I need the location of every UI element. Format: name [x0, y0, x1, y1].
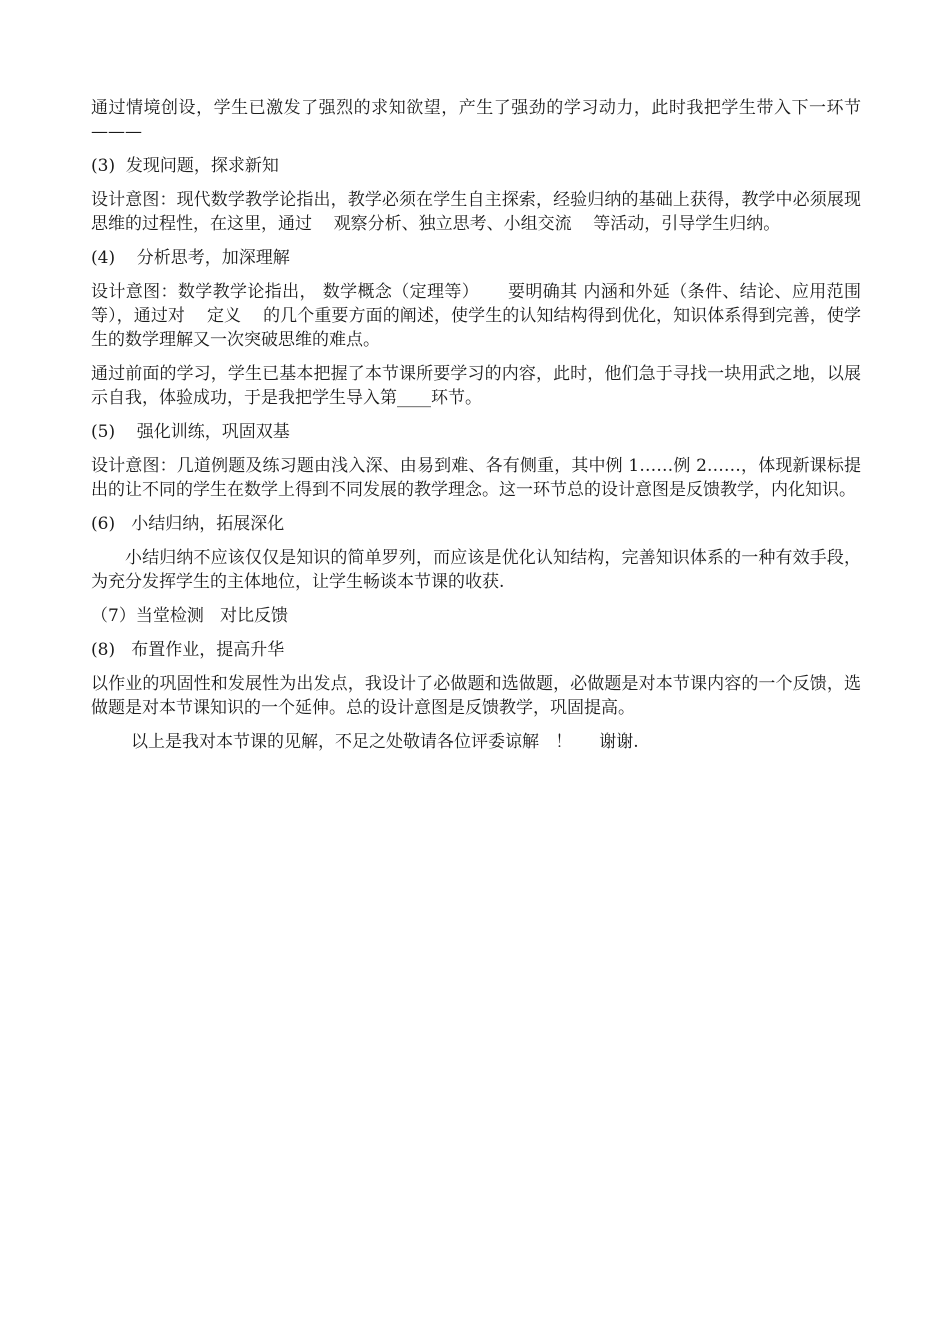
- heading-step-5: (5) 强化训练，巩固双基: [91, 422, 290, 442]
- heading-step-6: (6) 小结归纳，拓展深化: [91, 514, 285, 534]
- paragraph-transition: 通过前面的学习，学生已基本把握了本节课所要学习的内容，此时，他们急于寻找一块用武之地，以展示自我，体验成功，于是我把学生导入第____环节。: [91, 364, 861, 408]
- paragraph-intro: 通过情境创设，学生已激发了强烈的求知欲望，产生了强劲的学习动力，此时我把学生带入下一环节———: [91, 98, 861, 142]
- paragraph-homework: 以作业的巩固性和发展性为出发点，我设计了必做题和选做题，必做题是对本节课内容的一个反馈，选做题是对本节课知识的一个延伸。总的设计意图是反馈教学，巩固提高。: [91, 674, 861, 718]
- document-body: [91, 96, 861, 764]
- heading-step-4: (4) 分析思考，加深理解: [91, 248, 290, 268]
- heading-step-7: （7）当堂检测 对比反馈: [91, 606, 289, 626]
- paragraph-design-intent-4: 设计意图：数学教学论指出， 数学概念（定理等） 要明确其 内涵和外延（条件、结论、应用范围等），通过对 定义 的几个重要方面的阐述，使学生的认知结构得到优化，知识体系得到完善，使学生的数学理解又一次突破思维的难点。: [91, 282, 861, 350]
- heading-step-3: (3) 发现问题，探求新知: [91, 156, 279, 176]
- paragraph-design-intent-3: 设计意图：现代数学教学论指出，教学必须在学生自主探索，经验归纳的基础上获得，教学中必须展现思维的过程性，在这里，通过 观察分析、独立思考、小组交流 等活动，引导学生归纳。: [91, 190, 861, 234]
- paragraph-summary: 小结归纳不应该仅仅是知识的简单罗列，而应该是优化认知结构，完善知识体系的一种有效手段，为充分发挥学生的主体地位，让学生畅谈本节课的收获.: [91, 548, 861, 592]
- heading-step-8: (8) 布置作业，提高升华: [91, 640, 285, 660]
- paragraph-design-intent-5: 设计意图：几道例题及练习题由浅入深、由易到难、各有侧重，其中例 1……例 2……，体现新课标提出的让不同的学生在数学上得到不同发展的教学理念。这一环节总的设计意图是反馈教学，内化知识。: [91, 456, 861, 500]
- paragraph-closing: 以上是我对本节课的见解，不足之处敬请各位评委谅解 ！ 谢谢.: [131, 732, 639, 752]
